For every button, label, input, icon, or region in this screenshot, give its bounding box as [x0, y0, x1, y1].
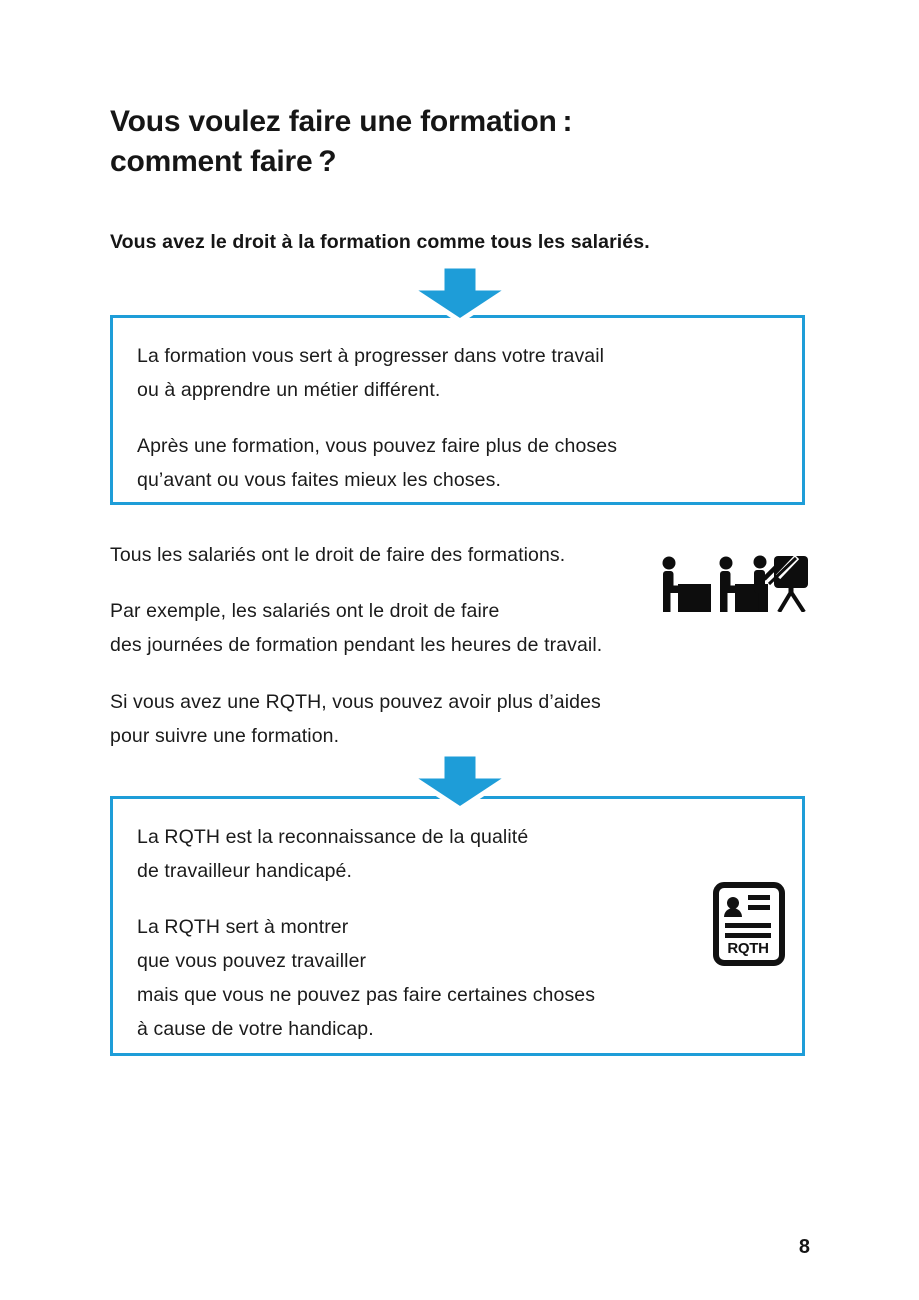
- text-line: à cause de votre handicap.: [137, 1018, 374, 1040]
- text-line: que vous pouvez travailler: [137, 950, 367, 972]
- page-title: [110, 102, 572, 182]
- paragraph-rqth-aides: [110, 685, 601, 753]
- text-line: comment faire ?: [110, 145, 337, 178]
- text-line: Par exemple, les salariés ont le droit de faire: [110, 600, 500, 622]
- intro-text: Vous avez le droit à la formation comme tous les salariés.: [110, 231, 650, 253]
- text-line: pour suivre une formation.: [110, 725, 340, 747]
- rqth-card-label: RQTH: [727, 940, 769, 957]
- box2-paragraph-1: [137, 820, 778, 888]
- text-line: de travailleur handicapé.: [137, 860, 352, 882]
- text-line: mais que vous ne pouvez pas faire certaines choses: [137, 984, 596, 1006]
- text-line: Tous les salariés ont le droit de faire des formations.: [110, 544, 566, 566]
- text-line: Vous voulez faire une formation :: [110, 105, 573, 138]
- page-number: 8: [798, 1236, 810, 1258]
- text-line: La RQTH sert à montrer: [137, 916, 349, 938]
- info-box-content: [113, 318, 802, 502]
- box1-paragraph-2: [137, 429, 778, 497]
- paragraph-example: [110, 594, 602, 662]
- text-line: qu’avant ou vous faites mieux les choses.: [137, 469, 501, 491]
- text-line: La RQTH est la reconnaissance de la qualité: [137, 826, 529, 848]
- down-arrow-icon: [408, 752, 512, 812]
- classroom-training-icon: [658, 554, 810, 612]
- text-line: Après une formation, vous pouvez faire plus de choses: [137, 435, 618, 457]
- info-box-content: [113, 799, 802, 1053]
- paragraph-all-employees: [110, 538, 565, 572]
- down-arrow-icon: [408, 264, 512, 324]
- text-line: Si vous avez une RQTH, vous pouvez avoir plus d’aides: [110, 691, 601, 713]
- text-line: La formation vous sert à progresser dans votre travail: [137, 345, 605, 367]
- info-box-rqth: [110, 796, 805, 1056]
- rqth-card-icon: [712, 881, 786, 967]
- text-line: ou à apprendre un métier différent.: [137, 379, 441, 401]
- box1-paragraph-1: [137, 339, 778, 407]
- box2-paragraph-2: [137, 910, 778, 1046]
- info-box-formation: [110, 315, 805, 505]
- text-line: des journées de formation pendant les heures de travail.: [110, 634, 603, 656]
